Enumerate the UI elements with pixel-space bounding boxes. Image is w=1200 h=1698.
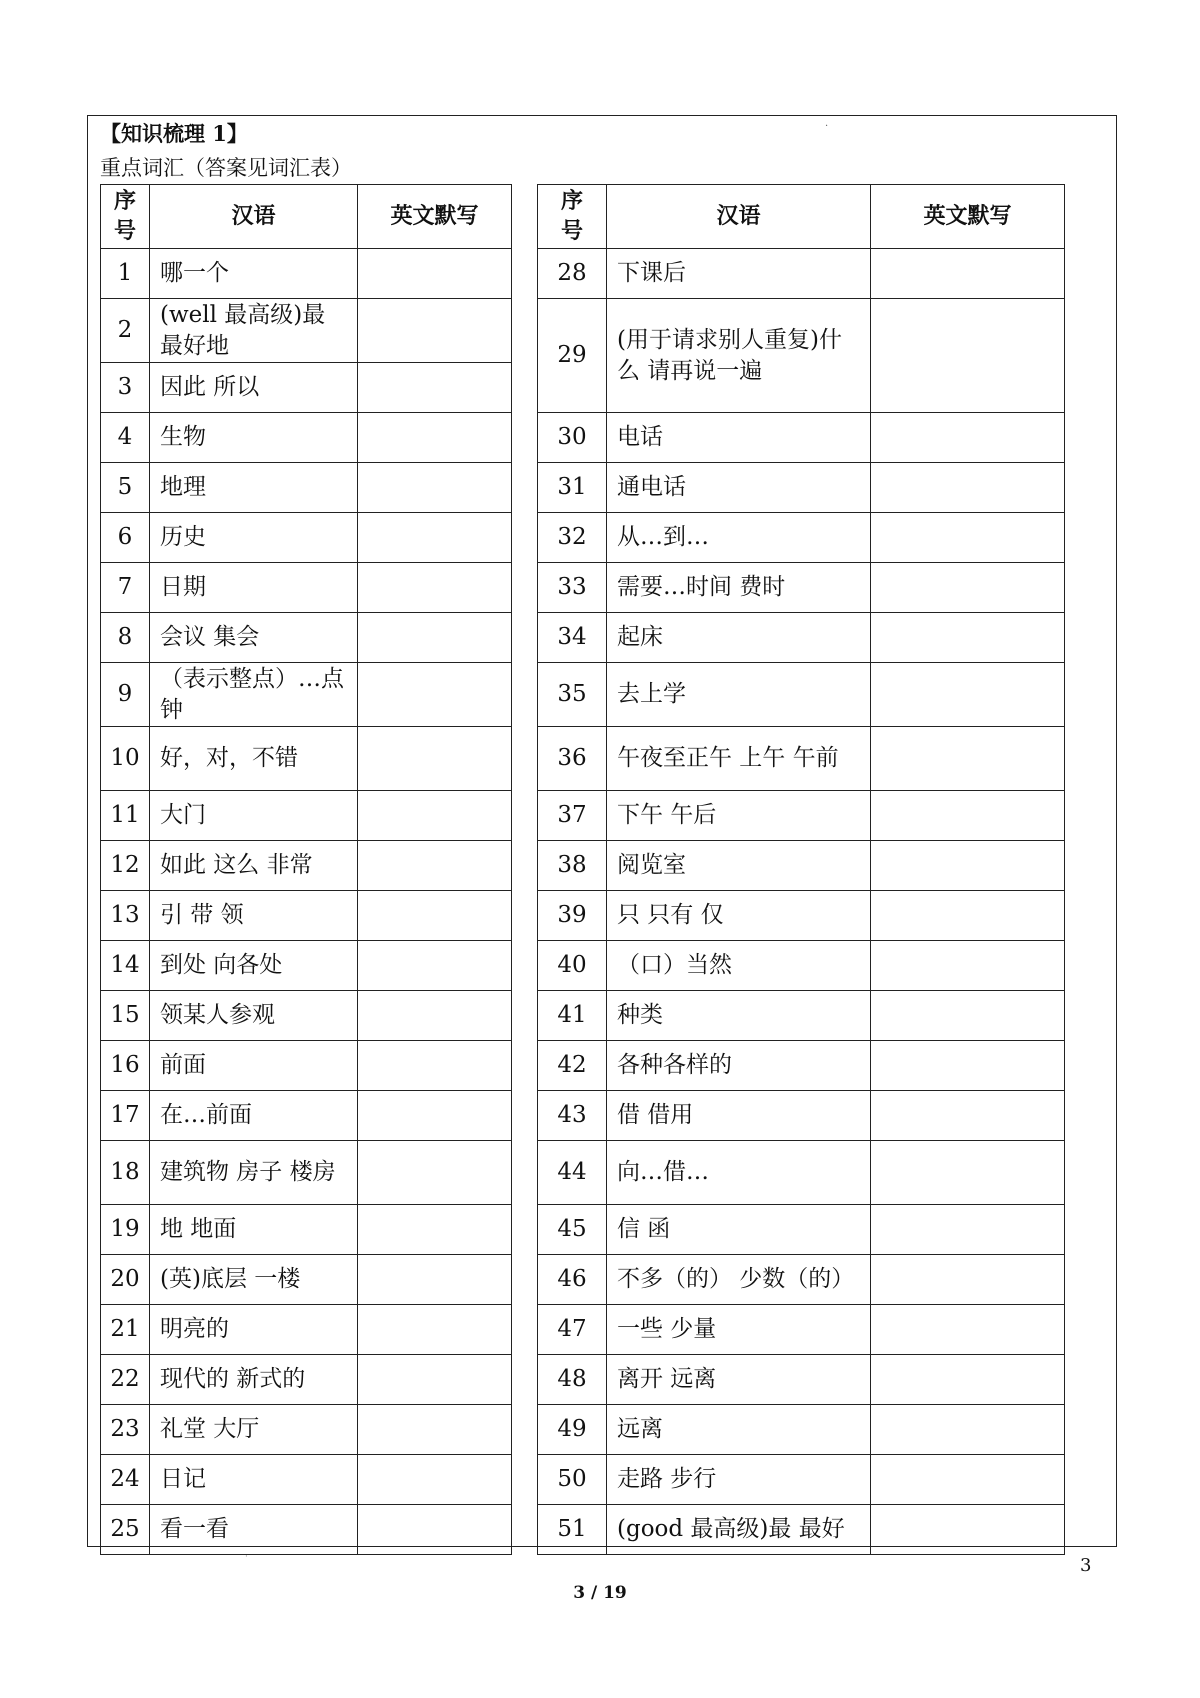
table-row [101,663,512,727]
table-row [101,1091,512,1141]
table-row [538,1305,1065,1355]
header-english: 英文默写 [358,185,512,249]
chinese-term: (用于请求别人重复)什么 请再说一遍 [607,299,871,413]
header-english: 英文默写 [871,185,1065,249]
english-answer-field[interactable] [871,1505,1065,1555]
table-row [101,1305,512,1355]
english-answer-field[interactable] [871,941,1065,991]
header-seq: 序 号 [538,185,607,249]
english-answer-field[interactable] [871,563,1065,613]
row-number: 34 [538,613,607,663]
chinese-term: 午夜至正午 上午 午前 [607,727,871,791]
english-answer-field[interactable] [871,299,1065,413]
page-number: 3 [1080,1555,1092,1576]
row-number: 37 [538,791,607,841]
row-number: 25 [101,1505,150,1555]
english-answer-field[interactable] [871,663,1065,727]
row-number: 48 [538,1355,607,1405]
row-number: 24 [101,1455,150,1505]
row-number: 39 [538,891,607,941]
english-answer-field[interactable] [871,1355,1065,1405]
chinese-term: 从…到… [607,513,871,563]
row-number: 12 [101,841,150,891]
row-number: 6 [101,513,150,563]
english-answer-field[interactable] [871,1405,1065,1455]
english-answer-field[interactable] [358,249,512,299]
table-row [101,1355,512,1405]
row-number: 14 [101,941,150,991]
chinese-term: (good 最高级)最 最好 [607,1505,871,1555]
row-number: 21 [101,1305,150,1355]
chinese-term: 去上学 [607,663,871,727]
header-chinese: 汉语 [607,185,871,249]
table-row [101,841,512,891]
row-number: 40 [538,941,607,991]
english-answer-field[interactable] [358,991,512,1041]
table-row [538,613,1065,663]
english-answer-field[interactable] [358,941,512,991]
chinese-term: （表示整点）…点钟 [150,663,358,727]
chinese-term: 日记 [150,1455,358,1505]
english-answer-field[interactable] [871,613,1065,663]
table-row [101,1141,512,1205]
header-seq: 序 号 [101,185,150,249]
chinese-term: 生物 [150,413,358,463]
subtitle: 重点词汇（答案见词汇表） [100,156,352,180]
row-number: 30 [538,413,607,463]
english-answer-field[interactable] [871,513,1065,563]
table-row [538,563,1065,613]
row-number: 50 [538,1455,607,1505]
chinese-term: 借 借用 [607,1091,871,1141]
table-row [538,413,1065,463]
chinese-term: 远离 [607,1405,871,1455]
chinese-term: 建筑物 房子 楼房 [150,1141,358,1205]
row-number: 46 [538,1255,607,1305]
row-number: 10 [101,727,150,791]
table-row [101,891,512,941]
decorative-dot: · [825,121,829,132]
chinese-term: 向…借… [607,1141,871,1205]
chinese-term: 现代的 新式的 [150,1355,358,1405]
table-row [538,1355,1065,1405]
chinese-term: (well 最高级)最最好地 [150,299,358,363]
row-number: 17 [101,1091,150,1141]
row-number: 36 [538,727,607,791]
table-row [101,299,512,363]
english-answer-field[interactable] [871,891,1065,941]
english-answer-field[interactable] [358,413,512,463]
table-row [538,891,1065,941]
row-number: 44 [538,1141,607,1205]
table-row [538,1255,1065,1305]
english-answer-field[interactable] [358,513,512,563]
chinese-term: 需要…时间 费时 [607,563,871,613]
row-number: 5 [101,463,150,513]
row-number: 9 [101,663,150,727]
table-row [101,941,512,991]
row-number: 15 [101,991,150,1041]
row-number: 22 [101,1355,150,1405]
table-row [538,841,1065,891]
table-row [538,727,1065,791]
row-number: 11 [101,791,150,841]
chinese-term: （口）当然 [607,941,871,991]
table-row [538,941,1065,991]
table-row [101,991,512,1041]
table-row [101,463,512,513]
row-number: 45 [538,1205,607,1255]
row-number: 13 [101,891,150,941]
table-row [538,1455,1065,1505]
chinese-term: 引 带 领 [150,891,358,941]
table-row [538,1091,1065,1141]
chinese-term: 礼堂 大厅 [150,1405,358,1455]
chinese-term: 日期 [150,563,358,613]
english-answer-field[interactable] [358,891,512,941]
english-answer-field[interactable] [871,1041,1065,1091]
chinese-term: 离开 远离 [607,1355,871,1405]
table-row [101,363,512,413]
chinese-term: 在…前面 [150,1091,358,1141]
table-row [101,513,512,563]
row-number: 47 [538,1305,607,1355]
table-row [538,513,1065,563]
row-number: 33 [538,563,607,613]
row-number: 51 [538,1505,607,1555]
row-number: 43 [538,1091,607,1141]
chinese-term: 阅览室 [607,841,871,891]
table-row [101,249,512,299]
table-row [101,1255,512,1305]
row-number: 7 [101,563,150,613]
chinese-term: 哪一个 [150,249,358,299]
english-answer-field[interactable] [358,1091,512,1141]
page-count: 3 / 19 [573,1583,627,1603]
english-answer-field[interactable] [358,663,512,727]
vocab-table-left [100,184,512,1555]
english-answer-field[interactable] [871,727,1065,791]
english-answer-field[interactable] [871,1305,1065,1355]
english-answer-field[interactable] [358,1205,512,1255]
english-answer-field[interactable] [871,463,1065,513]
english-answer-field[interactable] [358,299,512,363]
table-row [538,1141,1065,1205]
row-number: 41 [538,991,607,1041]
chinese-term: 因此 所以 [150,363,358,413]
chinese-term: 如此 这么 非常 [150,841,358,891]
table-row [538,991,1065,1041]
chinese-term: 大门 [150,791,358,841]
chinese-term: 会议 集会 [150,613,358,663]
table-row [538,1405,1065,1455]
chinese-term: 不多（的） 少数（的） [607,1255,871,1305]
chinese-term: 明亮的 [150,1305,358,1355]
english-answer-field[interactable] [871,1141,1065,1205]
table-row [101,1041,512,1091]
row-number: 2 [101,299,150,363]
chinese-term: 电话 [607,413,871,463]
english-answer-field[interactable] [358,791,512,841]
table-row [101,613,512,663]
english-answer-field[interactable] [358,1041,512,1091]
english-answer-field[interactable] [871,841,1065,891]
english-answer-field[interactable] [358,1255,512,1305]
english-answer-field[interactable] [358,563,512,613]
english-answer-field[interactable] [358,1141,512,1205]
english-answer-field[interactable] [871,249,1065,299]
chinese-term: 地 地面 [150,1205,358,1255]
english-answer-field[interactable] [358,1505,512,1555]
row-number: 38 [538,841,607,891]
row-number: 42 [538,1041,607,1091]
table-row [538,299,1065,413]
row-number: 8 [101,613,150,663]
table-row [538,791,1065,841]
english-answer-field[interactable] [871,1455,1065,1505]
english-answer-field[interactable] [358,1455,512,1505]
english-answer-field[interactable] [358,1355,512,1405]
vocab-table-right [537,184,1065,1555]
table-row [101,563,512,613]
table-row [538,463,1065,513]
english-answer-field[interactable] [871,1255,1065,1305]
chinese-term: 各种各样的 [607,1041,871,1091]
row-number: 18 [101,1141,150,1205]
chinese-term: 信 函 [607,1205,871,1255]
row-number: 35 [538,663,607,727]
table-row [101,791,512,841]
chinese-term: 看一看 [150,1505,358,1555]
chinese-term: 前面 [150,1041,358,1091]
chinese-term: 只 只有 仅 [607,891,871,941]
english-answer-field[interactable] [871,1205,1065,1255]
table-row [538,249,1065,299]
english-answer-field[interactable] [358,613,512,663]
table-row [101,727,512,791]
row-number: 29 [538,299,607,413]
row-number: 1 [101,249,150,299]
table-row [101,1455,512,1505]
chinese-term: 下午 午后 [607,791,871,841]
chinese-term: 一些 少量 [607,1305,871,1355]
english-answer-field[interactable] [358,841,512,891]
chinese-term: 地理 [150,463,358,513]
english-answer-field[interactable] [358,463,512,513]
row-number: 23 [101,1405,150,1455]
chinese-term: 领某人参观 [150,991,358,1041]
english-answer-field[interactable] [358,1305,512,1355]
table-row [538,1505,1065,1555]
row-number: 19 [101,1205,150,1255]
chinese-term: 好，对，不错 [150,727,358,791]
chinese-term: 历史 [150,513,358,563]
row-number: 49 [538,1405,607,1455]
header-chinese: 汉语 [150,185,358,249]
chinese-term: 到处 向各处 [150,941,358,991]
decorative-dot: · [245,1552,248,1562]
english-answer-field[interactable] [358,363,512,413]
row-number: 20 [101,1255,150,1305]
table-row [538,1205,1065,1255]
row-number: 31 [538,463,607,513]
row-number: 28 [538,249,607,299]
section-title: 【知识梳理 1】 [100,121,248,146]
row-number: 16 [101,1041,150,1091]
table-row [101,1405,512,1455]
english-answer-field[interactable] [358,727,512,791]
chinese-term: (英)底层 一楼 [150,1255,358,1305]
chinese-term: 种类 [607,991,871,1041]
english-answer-field[interactable] [871,1091,1065,1141]
english-answer-field[interactable] [871,791,1065,841]
table-row [538,663,1065,727]
row-number: 4 [101,413,150,463]
table-row [101,1205,512,1255]
table-row [538,1041,1065,1091]
table-row [101,1505,512,1555]
english-answer-field[interactable] [871,991,1065,1041]
row-number: 3 [101,363,150,413]
english-answer-field[interactable] [358,1405,512,1455]
chinese-term: 通电话 [607,463,871,513]
chinese-term: 走路 步行 [607,1455,871,1505]
table-row [101,413,512,463]
chinese-term: 下课后 [607,249,871,299]
row-number: 32 [538,513,607,563]
chinese-term: 起床 [607,613,871,663]
english-answer-field[interactable] [871,413,1065,463]
